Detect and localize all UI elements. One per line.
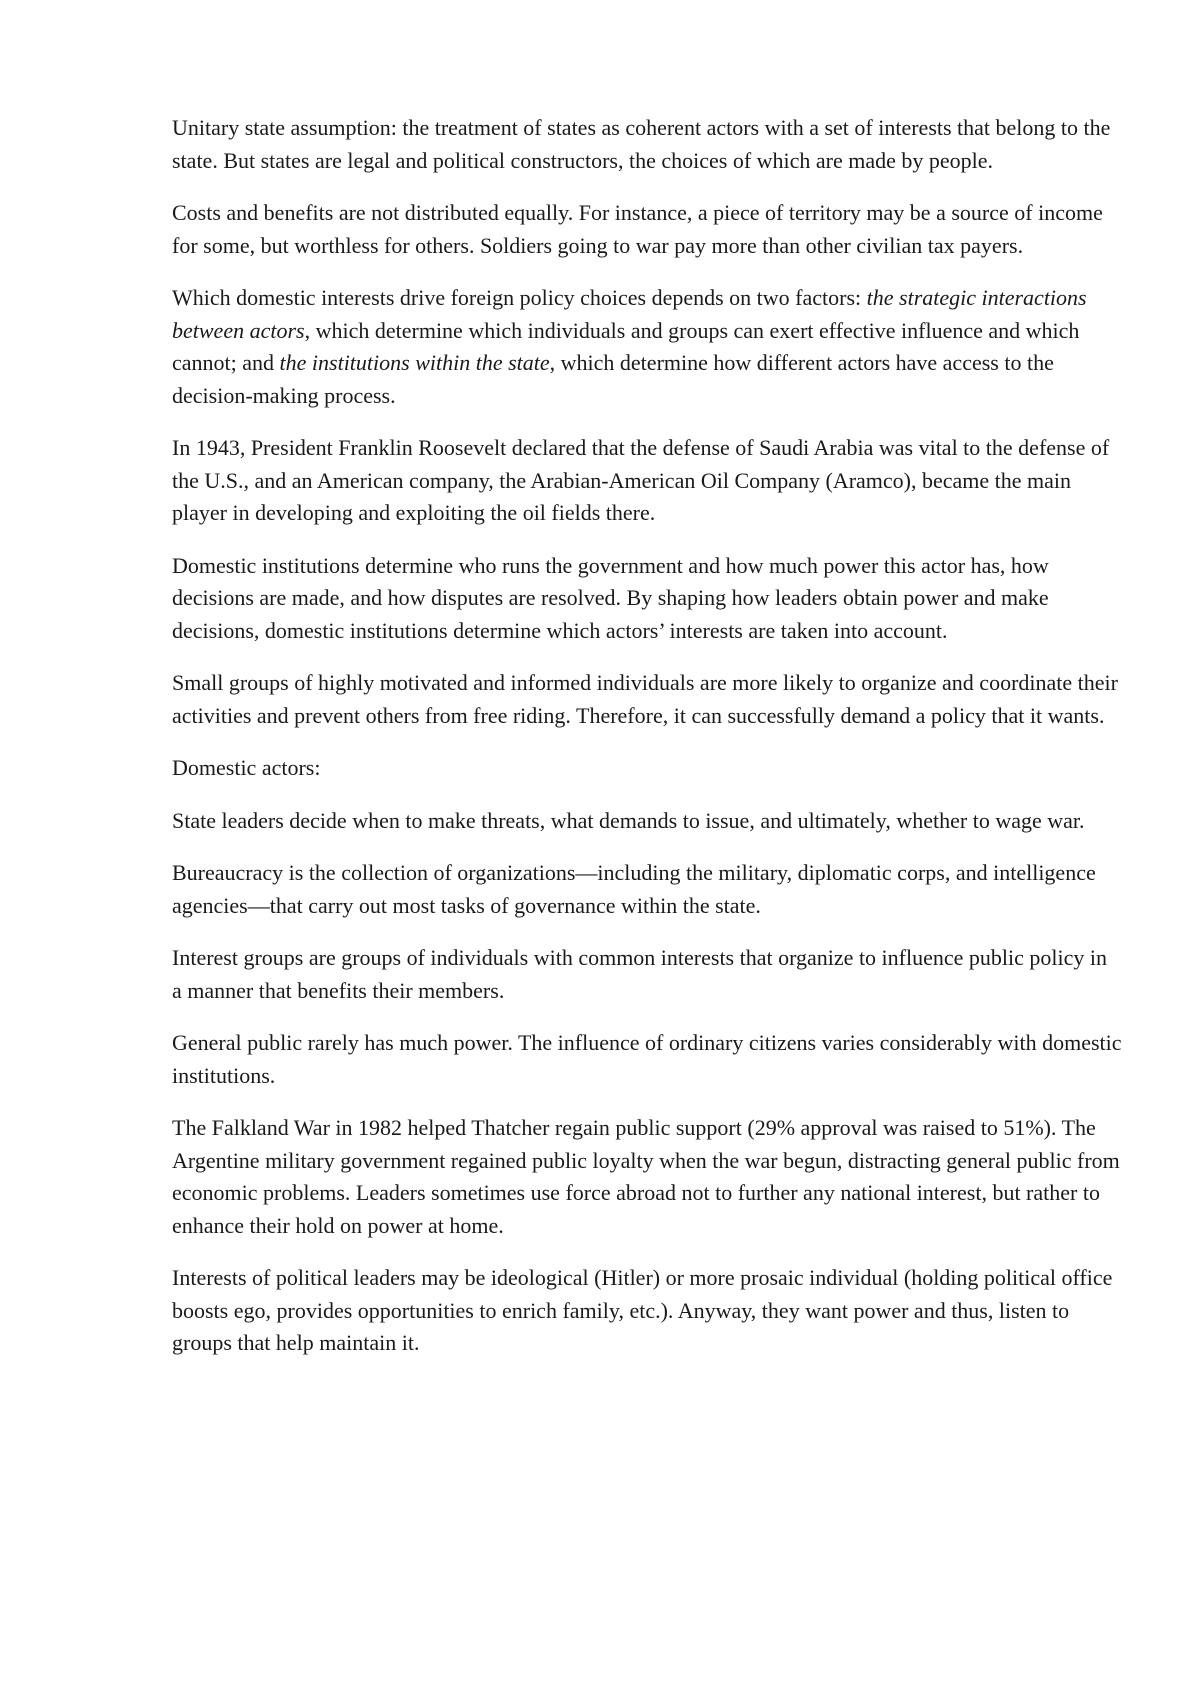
italic-phrase-strategic-interactions: the strategic interactions between actors — [172, 285, 1087, 343]
paragraph-interest-groups: Interest groups are groups of individuals with common interests that organize to influence public policy in a manner that benefits their members. — [172, 945, 1107, 1003]
paragraph-text-segment: , which determine which individuals and groups can exert effective influence and which cannot; and — [172, 317, 1080, 375]
paragraph-unitary-state: Unitary state assumption: the treatment of states as coherent actors with a set of interests that belong to the state. But states are legal and political constructors, the choices of which are made by people. — [172, 115, 1111, 173]
paragraph-general-public: General public rarely has much power. The influence of ordinary citizens varies considerably with domestic institutions. — [172, 1030, 1122, 1088]
paragraph-domestic-actors-heading: Domestic actors: — [172, 755, 321, 780]
paragraph-text-segment: Which domestic interests drive foreign policy choices depends on two factors: — [172, 285, 867, 310]
paragraph-bureaucracy: Bureaucracy is the collection of organizations—including the military, diplomatic corps, and intelligence agencies—that carry out most tasks of governance within the state. — [172, 860, 1096, 918]
paragraph-costs-benefits: Costs and benefits are not distributed equally. For instance, a piece of territory may be a source of income for some, but worthless for others. Soldiers going to war pay more than other civilian tax payers. — [172, 200, 1103, 258]
paragraph-domestic-interests — [172, 282, 1122, 412]
paragraph-falkland-war: The Falkland War in 1982 helped Thatcher regain public support (29% approval was raised to 51%). The Argentine military government regained public loyalty when the war begun, distracting general public from economic problems. Leaders sometimes use force abroad not to further any national interest, but rather to enhance their hold on power at home. — [172, 1115, 1120, 1238]
document-page — [172, 112, 1122, 1380]
paragraph-small-groups: Small groups of highly motivated and informed individuals are more likely to organize and coordinate their activities and prevent others from free riding. Therefore, it can successfully demand a policy that it wants. — [172, 670, 1118, 728]
italic-phrase-institutions: the institutions within the state — [279, 350, 550, 375]
paragraph-roosevelt-1943: In 1943, President Franklin Roosevelt declared that the defense of Saudi Arabia was vital to the defense of the U.S., and an American company, the Arabian-American Oil Company (Aramco), became the main player in developing and exploiting the oil fields there. — [172, 435, 1110, 525]
paragraph-state-leaders: State leaders decide when to make threats, what demands to issue, and ultimately, whether to wage war. — [172, 807, 1085, 833]
paragraph-domestic-institutions: Domestic institutions determine who runs the government and how much power this actor has, how decisions are made, and how disputes are resolved. By shaping how leaders obtain power and make decisions, domestic institutions determine which actors’ interests are taken into account. — [172, 552, 1049, 643]
paragraph-text-segment: , which determine how different actors have access to the decision-making process. — [172, 350, 1054, 408]
paragraph-political-leaders-interests: Interests of political leaders may be ideological (Hitler) or more prosaic individual (holding political office boosts ego, provides opportunities to enrich family, etc.). Anyway, they want power and thus, listen to groups that help maintain it. — [172, 1265, 1113, 1355]
